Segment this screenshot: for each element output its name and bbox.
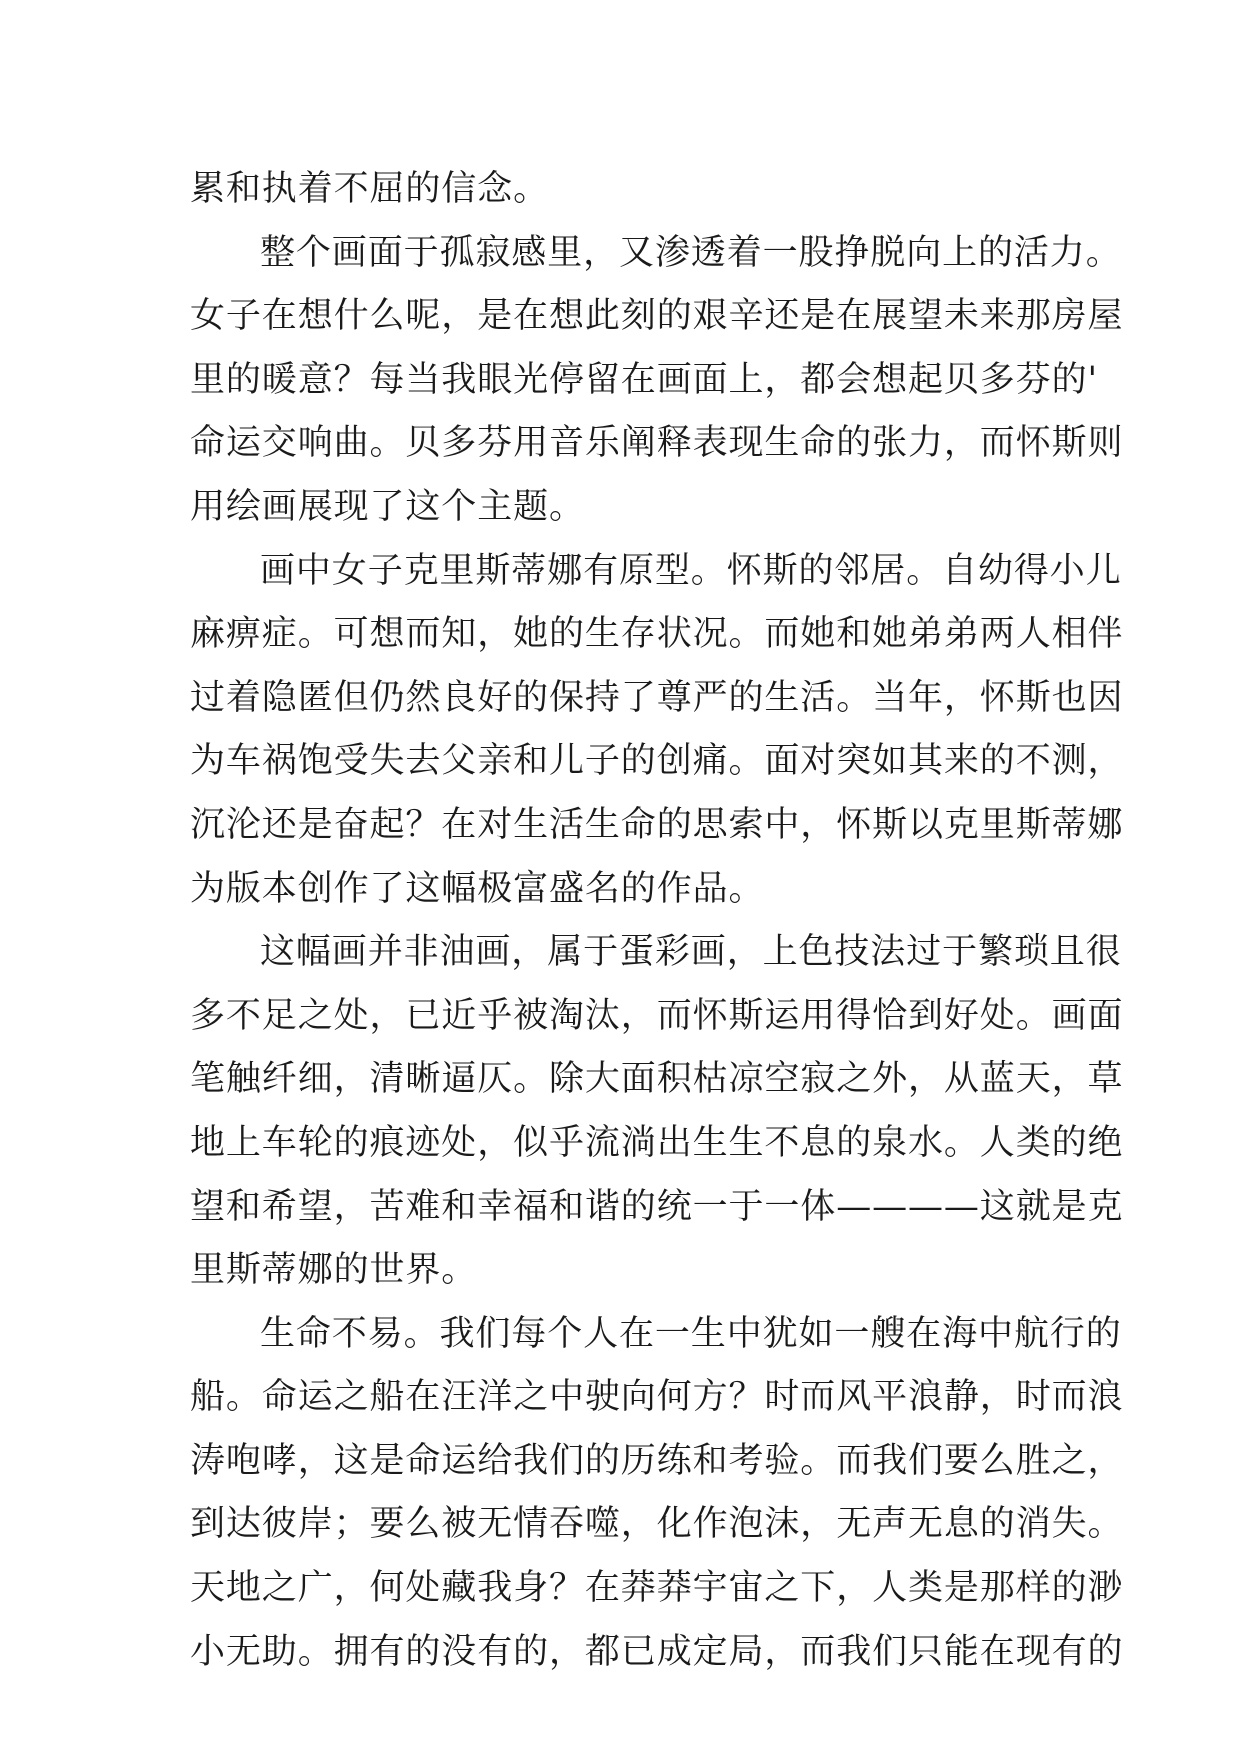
paragraph-first-line: 整个画面于孤寂感里，又渗透着一股挣脱向上的活力。 — [260, 232, 1122, 273]
text-line: 麻痹症。可想而知，她的生存状况。而她和她弟弟两人相伴 — [190, 614, 1124, 655]
paragraph-first-line: 画中女子克里斯蒂娜有原型。怀斯的邻居。自幼得小儿 — [260, 550, 1122, 591]
text-line: 地上车轮的痕迹处，似乎流淌出生生不息的泉水。人类的绝 — [190, 1122, 1124, 1163]
text-line: 用绘画展现了这个主题。 — [190, 486, 585, 527]
text-line: 天地之广，何处藏我身？在莽莽宇宙之下，人类是那样的渺 — [190, 1568, 1124, 1609]
text-line: 笔触纤细，清晰逼仄。除大面积枯凉空寂之外，从蓝天，草 — [190, 1059, 1124, 1100]
text-line: 里的暖意？每当我眼光停留在画面上，都会想起贝多芬的' — [190, 359, 1099, 400]
text-line: 命运交响曲。贝多芬用音乐阐释表现生命的张力，而怀斯则 — [190, 423, 1124, 464]
text-line: 女子在想什么呢，是在想此刻的艰辛还是在展望未来那房屋 — [190, 296, 1124, 337]
text-line: 小无助。拥有的没有的，都已成定局，而我们只能在现有的 — [190, 1631, 1124, 1672]
text-line: 里斯蒂娜的世界。 — [190, 1250, 478, 1291]
text-line: 为版本创作了这幅极富盛名的作品。 — [190, 868, 765, 909]
text-line: 船。命运之船在汪洋之中驶向何方？时而风平浪静，时而浪 — [190, 1377, 1124, 1418]
text-line: 累和执着不屈的信念。 — [190, 169, 550, 209]
paragraph-first-line: 生命不易。我们每个人在一生中犹如一艘在海中航行的 — [260, 1313, 1122, 1354]
text-line: 涛咆哮，这是命运给我们的历练和考验。而我们要么胜之， — [190, 1440, 1124, 1481]
text-line: 望和希望，苦难和幸福和谐的统一于一体————这就是克 — [190, 1186, 1124, 1227]
text-line: 到达彼岸；要么被无情吞噬，化作泡沫，无声无息的消失。 — [190, 1504, 1124, 1545]
text-line: 为车祸饱受失去父亲和儿子的创痛。面对突如其来的不测， — [190, 741, 1124, 782]
text-line: 多不足之处，已近乎被淘汰，而怀斯运用得恰到好处。画面 — [190, 995, 1124, 1036]
text-line: 沉沦还是奋起？在对生活生命的思索中，怀斯以克里斯蒂娜 — [190, 804, 1124, 845]
text-line: 过着隐匿但仍然良好的保持了尊严的生活。当年，怀斯也因 — [190, 677, 1124, 718]
article-body — [190, 158, 1124, 1684]
paragraph-first-line: 这幅画并非油画，属于蛋彩画，上色技法过于繁琐且很 — [260, 932, 1122, 973]
